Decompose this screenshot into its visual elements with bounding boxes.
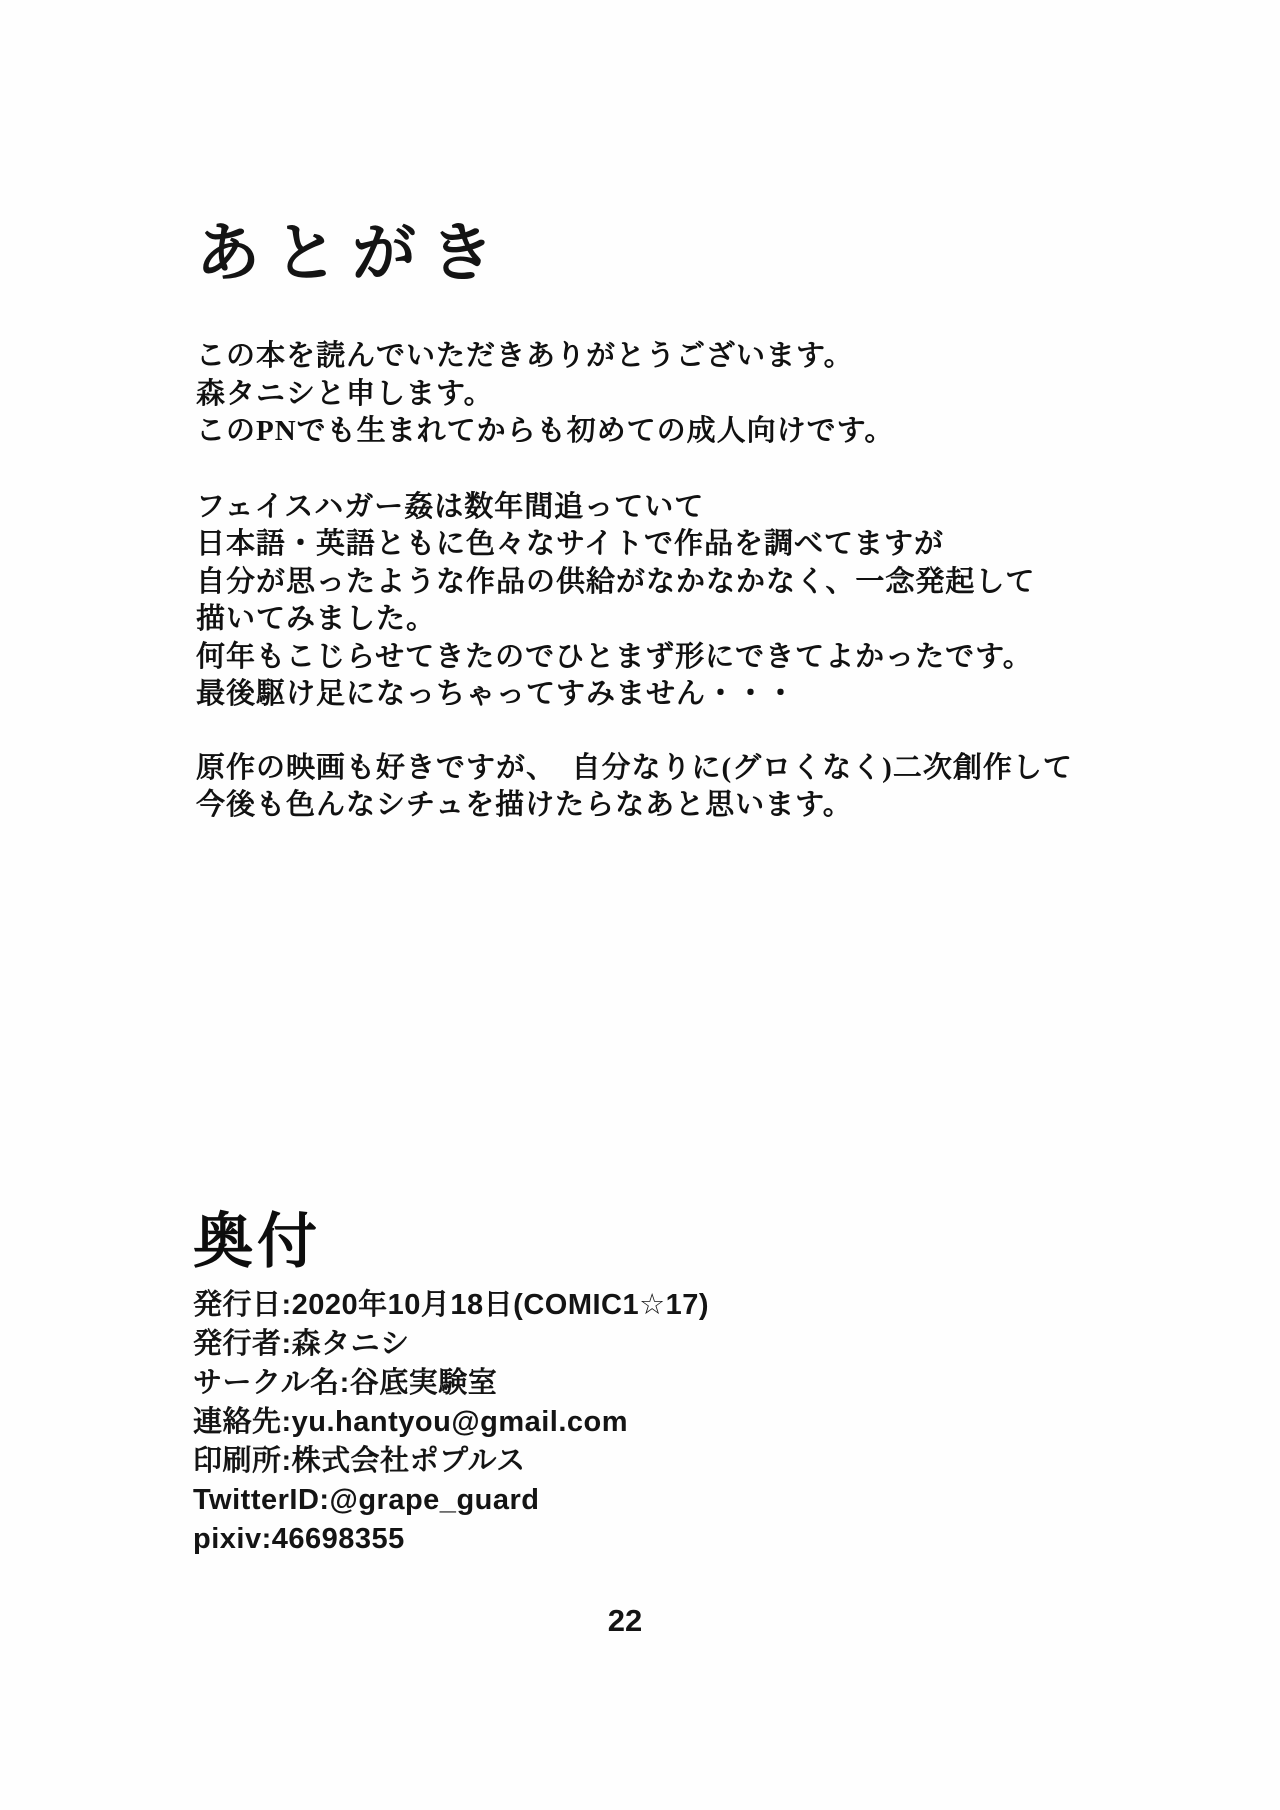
text-line: フェイスハガー姦は数年間追っていて xyxy=(196,490,705,523)
colophon-printer: 印刷所:株式会社ポプルス xyxy=(193,1445,526,1477)
colophon-publish-date: 発行日:2020年10月18日(COMIC1☆17) xyxy=(193,1289,710,1321)
text-line: 最後駆け足になっちゃってすみません・・・ xyxy=(196,678,797,710)
colophon-publisher: 発行者:森タニシ xyxy=(193,1328,410,1360)
colophon-circle-name: サークル名:谷底実験室 xyxy=(193,1367,498,1399)
afterword-title: あとがき xyxy=(196,218,508,289)
text-line: 何年もこじらせてきたのでひとまず形にできてよかったです。 xyxy=(196,640,1033,673)
colophon-section xyxy=(193,1208,1093,1559)
text-line: 描いてみました。 xyxy=(196,603,437,635)
colophon-contact-email: 連絡先:yu.hantyou@gmail.com xyxy=(193,1406,629,1438)
afterword-section xyxy=(196,218,1176,825)
afterword-paragraph-1 xyxy=(196,338,1176,451)
text-line: 日本語・英語ともに色々なサイトで作品を調べてますが xyxy=(196,528,944,560)
colophon-twitter-id: TwitterID:@grape_guard xyxy=(193,1484,540,1516)
text-line: 自分が思ったような作品の供給がなかなかなく、一念発起して xyxy=(196,565,1036,598)
text-line: 原作の映画も好きですが、 自分なりに(グロくなく)二次創作して xyxy=(196,751,1073,784)
page-number: 22 xyxy=(607,1603,643,1638)
afterword-paragraph-3 xyxy=(196,750,1176,825)
afterword-paragraph-2 xyxy=(196,489,1176,714)
text-line: この本を読んでいただきありがとうございます。 xyxy=(196,340,854,372)
text-line: 今後も色んなシチュを描けたらなあと思います。 xyxy=(196,789,853,821)
colophon-title: 奥付 xyxy=(193,1208,321,1275)
text-line: このPNでも生まれてからも初めての成人向けです。 xyxy=(196,415,895,447)
colophon-pixiv-id: pixiv:46698355 xyxy=(193,1523,405,1555)
text-line: 森タニシと申します。 xyxy=(196,377,494,410)
